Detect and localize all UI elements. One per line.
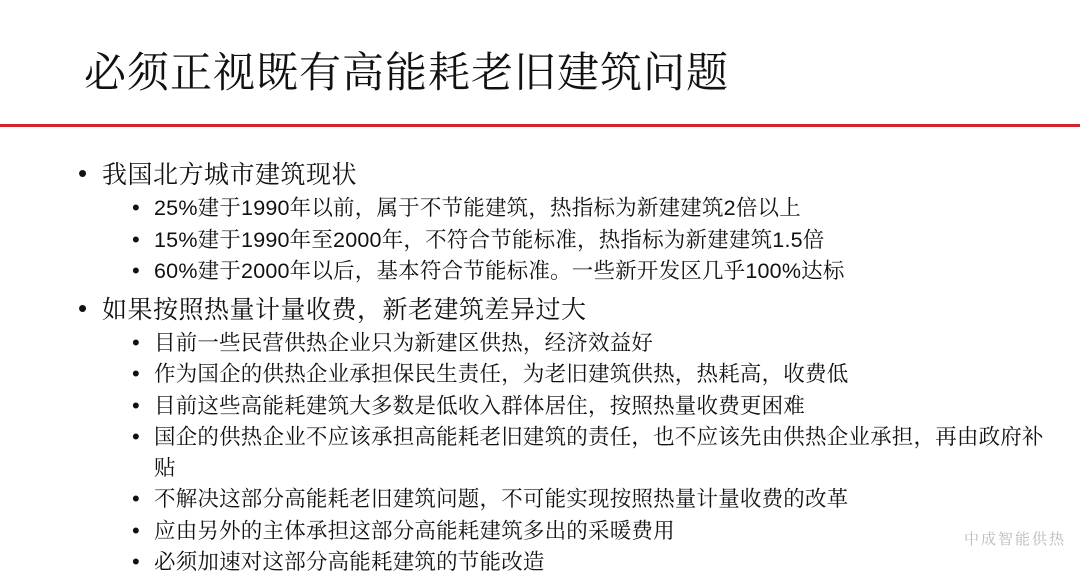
page-title: 必须正视既有高能耗老旧建筑问题: [84, 49, 730, 96]
list-item: • 必须加速对这部分高能耗建筑的节能改造: [132, 547, 1062, 578]
list-item: • 15%建于1990年至2000年，不符合节能标准，热指标为新建建筑1.5倍: [132, 225, 1062, 256]
list-item: • 不解决这部分高能耗老旧建筑问题，不可能实现按照热量计量收费的改革: [132, 484, 1062, 515]
section-heading: • 如果按照热量计量收费，新老建筑差异过大: [72, 293, 1062, 327]
list-item: • 作为国企的供热企业承担保民生责任，为老旧建筑供热，热耗高，收费低: [132, 359, 1062, 390]
outline-list: [72, 158, 1062, 578]
list-item: • 目前一些民营供热企业只为新建区供热，经济效益好: [132, 328, 1062, 359]
outline-section: [72, 158, 1062, 287]
title-divider: [0, 124, 1080, 127]
outline-section: [72, 293, 1062, 578]
section-bullet-list: [72, 328, 1062, 578]
list-item: • 60%建于2000年以后，基本符合节能标准。一些新开发区几乎100%达标: [132, 256, 1062, 287]
section-bullet-list: [72, 193, 1062, 287]
list-item: • 应由另外的主体承担这部分高能耗建筑多出的采暖费用: [132, 516, 1062, 547]
list-item: • 国企的供热企业不应该承担高能耗老旧建筑的责任，也不应该先由供热企业承担，再由政府补贴: [132, 422, 1062, 483]
slide-body: [72, 158, 1062, 584]
list-item: • 目前这些高能耗建筑大多数是低收入群体居住，按照热量收费更困难: [132, 391, 1062, 422]
list-item: • 25%建于1990年以前，属于不节能建筑，热指标为新建建筑2倍以上: [132, 193, 1062, 224]
section-heading: • 我国北方城市建筑现状: [72, 158, 1062, 192]
watermark-label: 中成智能供热: [963, 531, 1066, 548]
